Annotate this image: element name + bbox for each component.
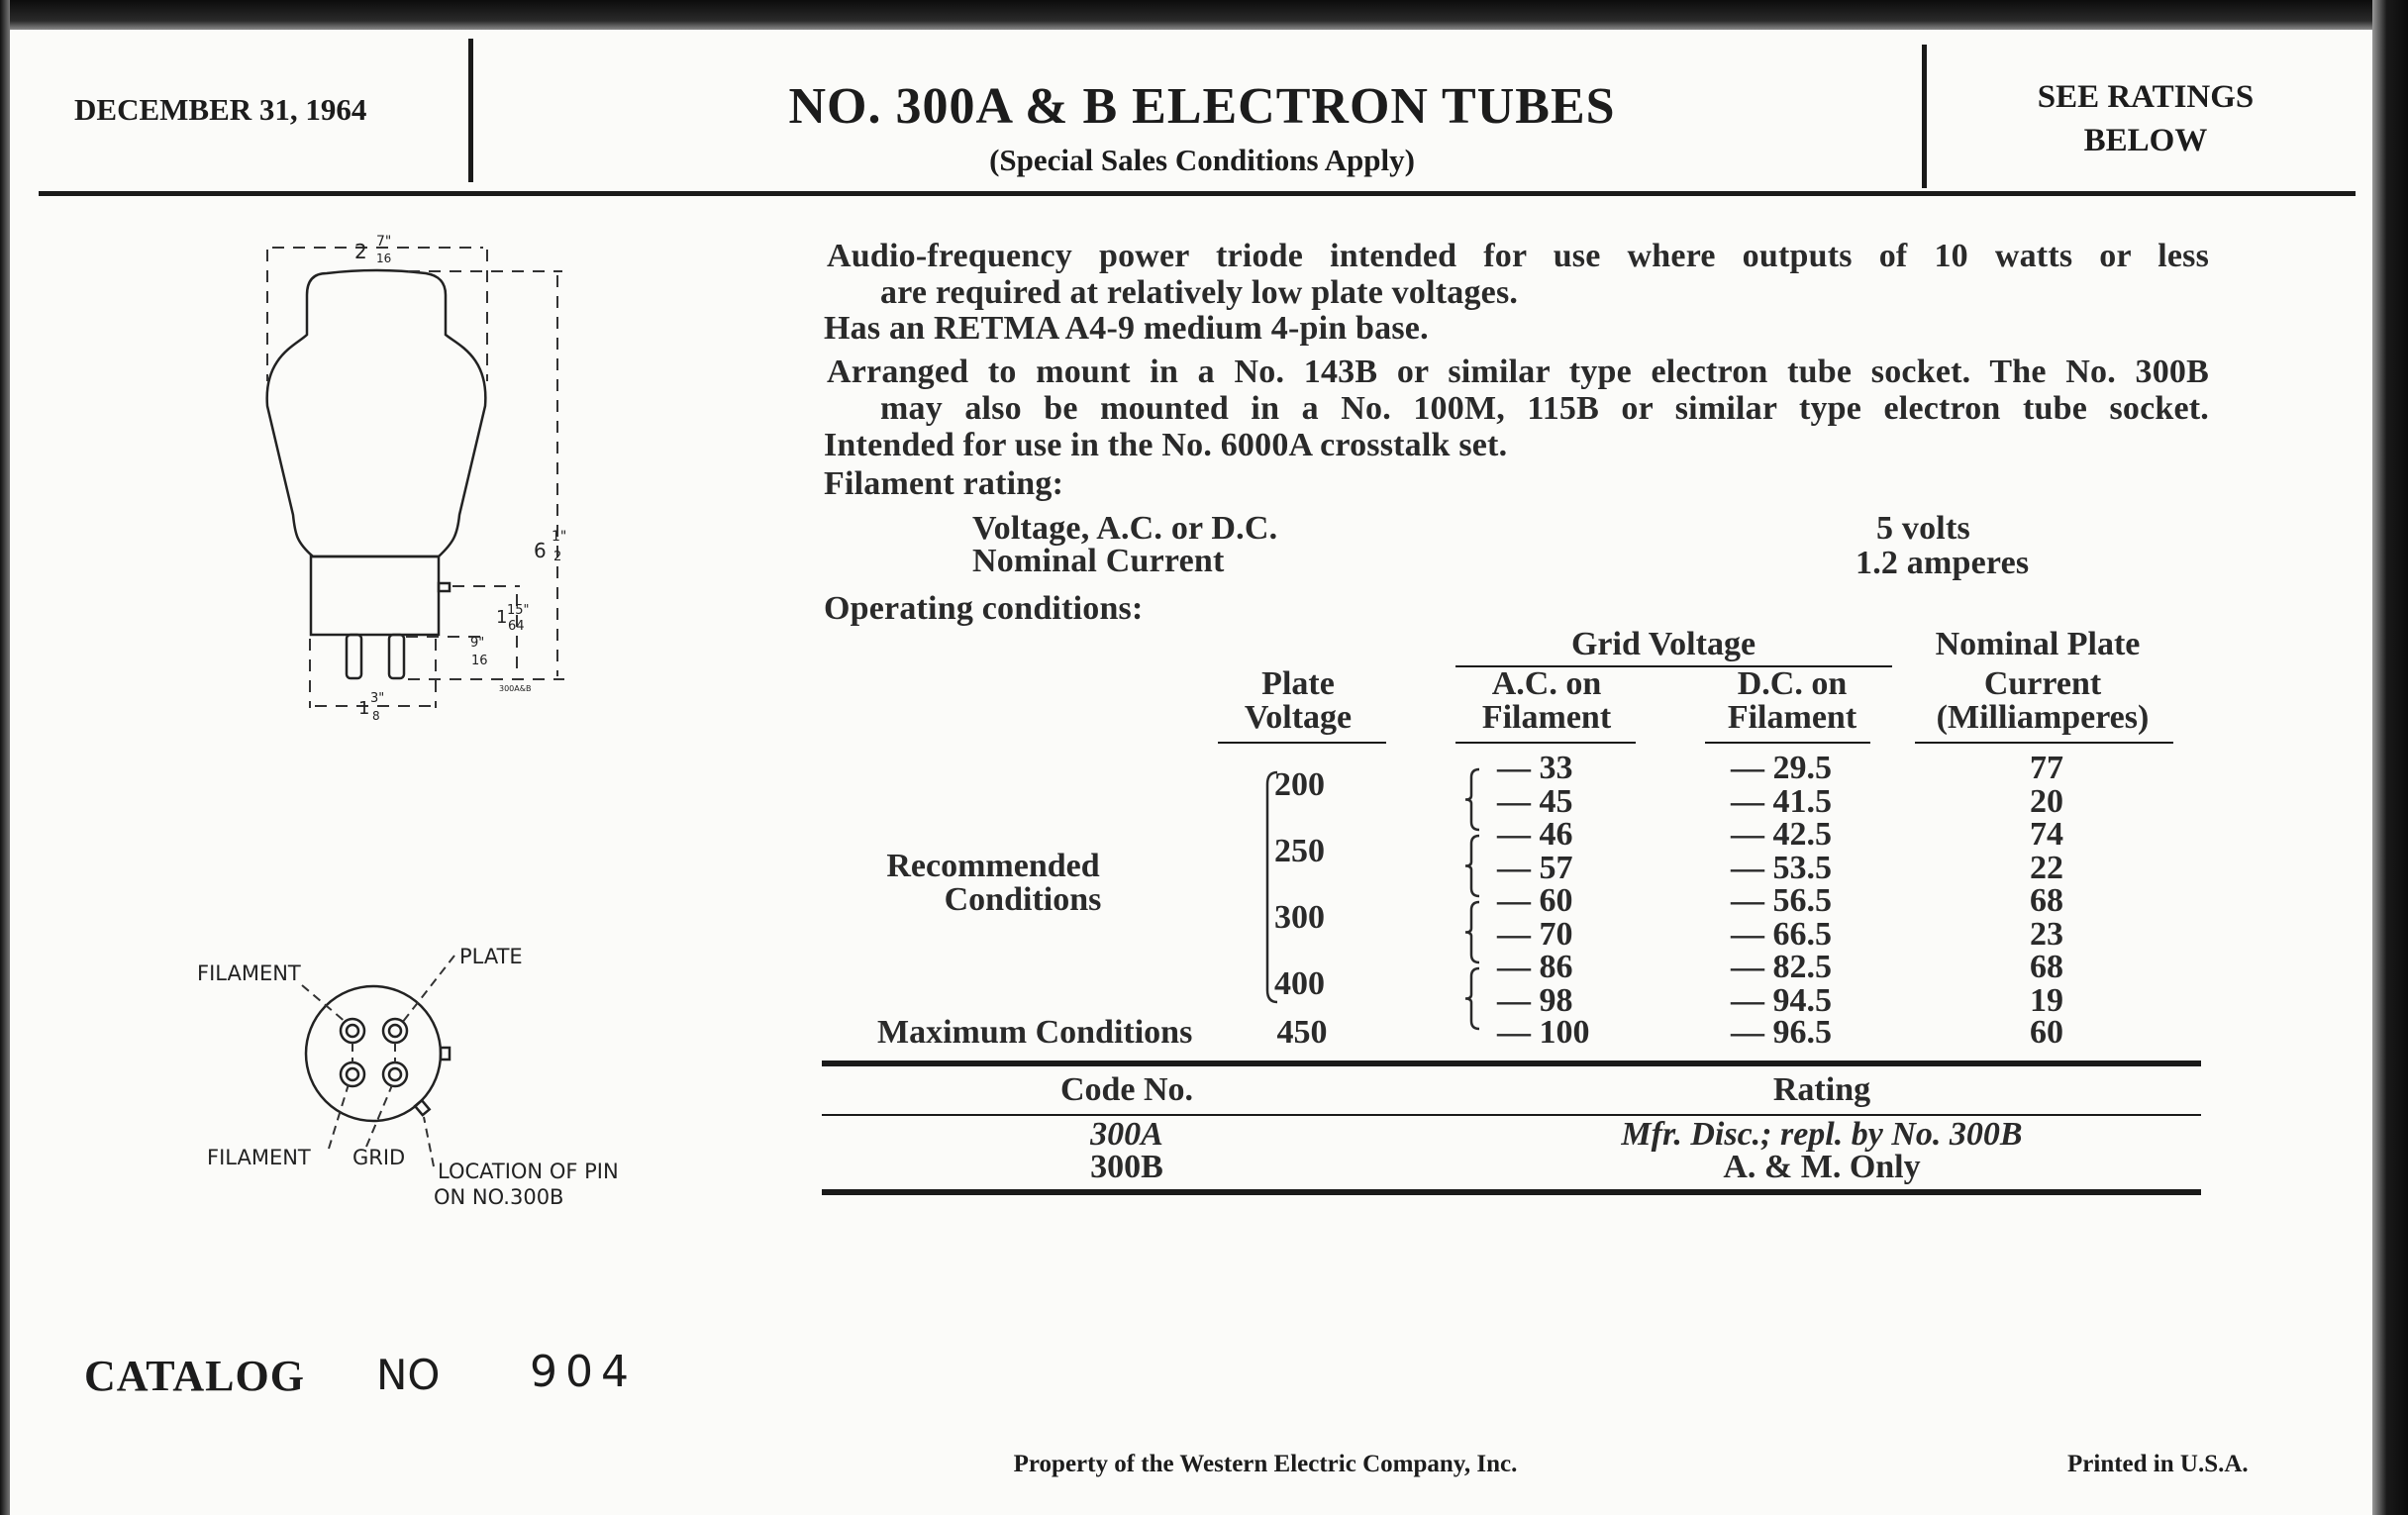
grid-voltage-brace xyxy=(1465,836,1479,896)
catalog-label: CATALOG xyxy=(84,1352,305,1400)
pin-length-dim-num: 9" xyxy=(470,636,485,651)
description-p3-line2: may also be mounted in a No. 100M, 115B or similar type electron tube socket. xyxy=(880,390,2209,427)
rating-300a: Mfr. Disc.; repl. by No. 300B xyxy=(1621,1116,2023,1153)
row-dc-value: — 82.5 xyxy=(1731,949,1832,985)
maximum-plate: 450 xyxy=(1276,1014,1328,1051)
row-ac-value: — 60 xyxy=(1497,882,1573,919)
row-dc-value: — 29.5 xyxy=(1731,750,1832,786)
filament-current-value: 1.2 amperes xyxy=(1856,545,2030,581)
filament-voltage-label: Voltage, A.C. or D.C. xyxy=(972,510,1278,547)
row-current-value: 20 xyxy=(2030,782,2063,820)
row-current-value: 77 xyxy=(2030,750,2063,786)
catalog-no: NO xyxy=(376,1351,441,1399)
pin-grid xyxy=(383,1062,407,1086)
width-dim-num: 7" xyxy=(376,234,392,250)
code-header: Code No. xyxy=(1059,1071,1194,1108)
maximum-ac: — 100 xyxy=(1497,1014,1590,1051)
row-ac-value: — 70 xyxy=(1497,915,1573,953)
dc-header-1: D.C. on xyxy=(1737,665,1848,702)
drawing-code: 300A&B xyxy=(499,684,532,693)
row-current-value: 68 xyxy=(2030,949,2063,985)
grid-voltage-header: Grid Voltage xyxy=(1570,626,1756,662)
row-ac-value: — 57 xyxy=(1497,849,1573,886)
label-filament-top: FILAMENT xyxy=(197,961,301,985)
label-location-pin-1: LOCATION OF PIN xyxy=(438,1160,619,1183)
rating-header: Rating xyxy=(1772,1071,1871,1108)
recommended-label-2: Conditions xyxy=(944,881,1102,918)
plate-voltage-header-1: Plate xyxy=(1261,665,1335,702)
label-plate: PLATE xyxy=(459,945,523,968)
filament-current-label: Nominal Current xyxy=(972,543,1225,579)
description-p1-line1: Audio-frequency power triode intended for use where outputs of 10 watts or less xyxy=(827,238,2209,274)
row-ac-value: — 33 xyxy=(1497,750,1573,786)
page-subtitle: (Special Sales Conditions Apply) xyxy=(989,143,1415,177)
pin-filament-bottom xyxy=(341,1062,364,1086)
plate-voltage-value: 200 xyxy=(1274,765,1325,803)
row-current-value: 68 xyxy=(2030,882,2063,919)
pin-diagram xyxy=(0,0,752,1287)
plate-voltage-value: 400 xyxy=(1274,964,1325,1002)
maximum-label: Maximum Conditions xyxy=(877,1014,1193,1051)
footer-property: Property of the Western Electric Company, Inc. xyxy=(1013,1451,1518,1477)
pin-height-dim-den: 64 xyxy=(508,619,525,634)
code-300a: 300A xyxy=(1090,1116,1163,1153)
grid-voltage-brace xyxy=(1465,769,1479,830)
pin-filament-top xyxy=(341,1019,364,1043)
current-header-1: Current xyxy=(1983,665,2102,702)
row-current-value: 23 xyxy=(2030,915,2063,953)
code-table-bottom-rule xyxy=(822,1189,2201,1195)
row-ac-value: — 45 xyxy=(1497,782,1573,820)
label-filament-bottom: FILAMENT xyxy=(207,1146,311,1169)
row-current-value: 19 xyxy=(2030,981,2063,1019)
nominal-plate-header: Nominal Plate xyxy=(1935,626,2141,662)
description-p4: Intended for use in the No. 6000A crosstalk set. xyxy=(824,427,1508,463)
height-dim-den: 2 xyxy=(553,550,562,564)
pin-height-dim-whole: 1 xyxy=(496,607,508,628)
ac-header-2: Filament xyxy=(1481,699,1612,736)
height-dim-whole: 6 xyxy=(534,539,547,562)
catalog-number: 904 xyxy=(530,1347,637,1397)
filament-voltage-value: 5 volts xyxy=(1876,510,1970,547)
rating-300b: A. & M. Only xyxy=(1723,1149,1921,1185)
ac-header-1: A.C. on xyxy=(1491,665,1602,702)
ratings-note-line2: BELOW xyxy=(2083,123,2208,158)
row-ac-value: — 46 xyxy=(1497,816,1573,853)
current-header-2: (Milliamperes) xyxy=(1936,699,2150,736)
maximum-dc: — 96.5 xyxy=(1731,1014,1832,1051)
label-grid: GRID xyxy=(352,1146,406,1169)
row-current-value: 74 xyxy=(2030,816,2063,853)
pin-length-dim-den: 16 xyxy=(471,654,488,668)
row-dc-value: — 41.5 xyxy=(1731,782,1832,820)
row-ac-value: — 98 xyxy=(1497,981,1573,1019)
row-dc-value: — 53.5 xyxy=(1731,849,1832,886)
plate-voltage-value: 300 xyxy=(1274,898,1325,936)
date: DECEMBER 31, 1964 xyxy=(74,92,367,127)
base-dim-num: 3" xyxy=(370,691,385,706)
base-dim-den: 8 xyxy=(372,709,380,723)
maximum-current: 60 xyxy=(2030,1014,2063,1051)
plate-voltage-header-2: Voltage xyxy=(1244,699,1353,736)
footer-printed: Printed in U.S.A. xyxy=(2067,1451,2249,1477)
row-dc-value: — 42.5 xyxy=(1731,816,1832,853)
grid-voltage-brace xyxy=(1465,968,1479,1029)
pin-plate xyxy=(383,1019,407,1043)
ratings-note-line1: SEE RATINGS xyxy=(2037,79,2255,115)
recommended-label-1: Recommended xyxy=(886,848,1100,884)
description-p3-line1: Arranged to mount in a No. 143B or similar type electron tube socket. The No. 300B xyxy=(827,354,2209,390)
dc-header-2: Filament xyxy=(1727,699,1857,736)
plate-voltage-value: 250 xyxy=(1274,832,1325,869)
base-dim-whole: 1 xyxy=(358,698,370,719)
row-dc-value: — 66.5 xyxy=(1731,915,1832,953)
width-dim-den: 16 xyxy=(376,252,392,265)
code-table-top-rule xyxy=(822,1060,2201,1066)
page-title: NO. 300A & B ELECTRON TUBES xyxy=(788,78,1616,135)
code-300b: 300B xyxy=(1090,1149,1163,1185)
operating-heading: Operating conditions: xyxy=(824,590,1144,627)
grid-voltage-brace xyxy=(1465,902,1479,962)
row-ac-value: — 86 xyxy=(1497,949,1573,985)
row-current-value: 22 xyxy=(2030,849,2063,886)
label-location-pin-2: ON NO.300B xyxy=(434,1185,564,1209)
pin-height-dim-num: 15" xyxy=(507,603,530,618)
description-p1-line2: are required at relatively low plate voltages. xyxy=(880,274,1519,311)
row-dc-value: — 94.5 xyxy=(1731,981,1832,1019)
filament-heading: Filament rating: xyxy=(824,465,1064,502)
height-dim-num: 1" xyxy=(552,529,567,545)
width-dim-whole: 2 xyxy=(354,240,367,263)
description-p2: Has an RETMA A4-9 medium 4-pin base. xyxy=(824,310,1429,347)
row-dc-value: — 56.5 xyxy=(1731,882,1832,919)
